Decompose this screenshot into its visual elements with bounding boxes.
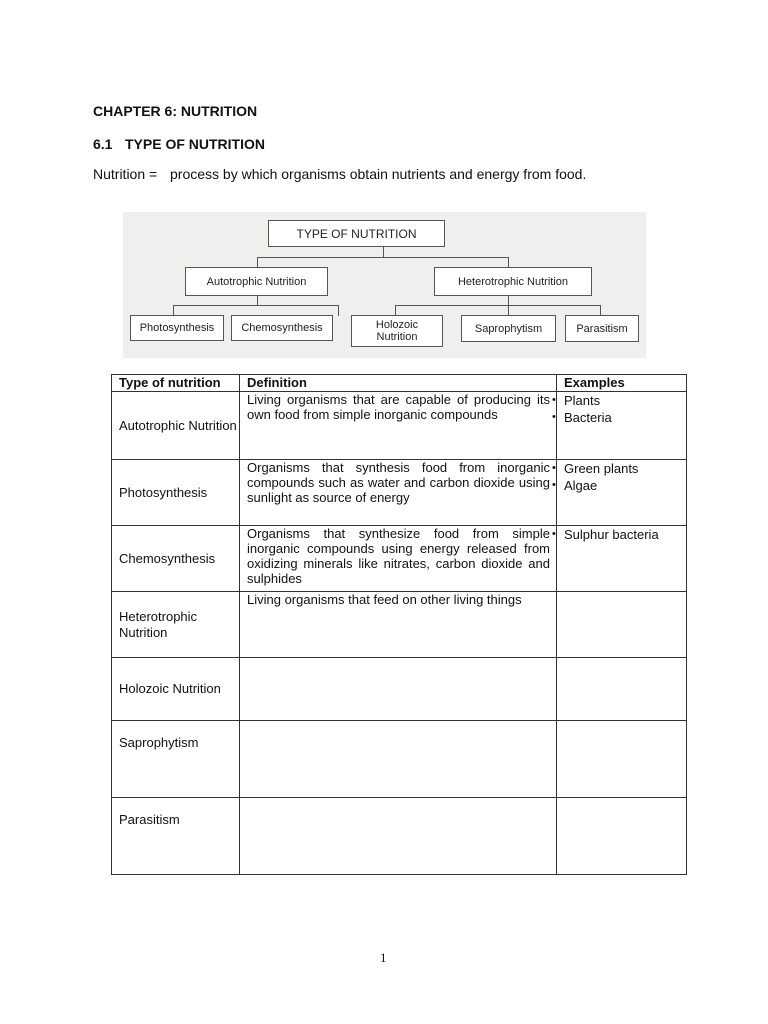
nutrition-definition	[93, 166, 586, 182]
cell-examples	[557, 592, 687, 658]
section-heading	[93, 136, 265, 152]
cell-type: Autotrophic Nutrition	[112, 392, 240, 460]
cell-definition: Organisms that synthesize food from simple inorganic compounds using energy released from oxidizing minerals like nitrates, carbon dioxide and sulphides	[240, 526, 557, 592]
cell-definition	[240, 798, 557, 875]
table-row	[112, 392, 687, 460]
header-type: Type of nutrition	[112, 375, 240, 392]
section-number: 6.1	[93, 136, 113, 152]
page-number: 1	[380, 950, 387, 965]
table-row	[112, 658, 687, 721]
cell-type: Parasitism	[112, 798, 240, 875]
cell-examples	[557, 526, 687, 592]
cell-type: Chemosynthesis	[112, 526, 240, 592]
example-item: • Sulphur bacteria	[564, 526, 686, 543]
cell-definition: Living organisms that feed on other living things	[240, 592, 557, 658]
table-row	[112, 526, 687, 592]
cell-examples	[557, 658, 687, 721]
definition-term: Nutrition =	[93, 166, 158, 182]
diagram-photosynthesis-box: Photosynthesis	[130, 315, 224, 341]
cell-examples	[557, 460, 687, 526]
table-row	[112, 460, 687, 526]
diagram-parasitism-box: Parasitism	[565, 315, 639, 342]
example-item: • Bacteria	[564, 409, 686, 426]
cell-examples	[557, 721, 687, 798]
cell-type: Heterotrophic Nutrition	[112, 592, 240, 658]
diagram-chemosynthesis-box: Chemosynthesis	[231, 315, 333, 341]
cell-definition	[240, 721, 557, 798]
cell-type: Photosynthesis	[112, 460, 240, 526]
cell-definition: Living organisms that are capable of producing its own food from simple inorganic compounds	[240, 392, 557, 460]
header-examples: Examples	[557, 375, 687, 392]
example-item: • Algae	[564, 477, 686, 494]
cell-type: Holozoic Nutrition	[112, 658, 240, 721]
diagram-autotrophic-box: Autotrophic Nutrition	[185, 267, 328, 296]
section-title: TYPE OF NUTRITION	[125, 136, 265, 152]
example-item: • Plants	[564, 392, 686, 409]
diagram-holozoic-box: Holozoic Nutrition	[351, 315, 443, 347]
diagram-root-box: TYPE OF NUTRITION	[268, 220, 445, 247]
cell-definition: Organisms that synthesis food from inorganic compounds such as water and carbon dioxide using sunlight as source of energy	[240, 460, 557, 526]
table-row	[112, 798, 687, 875]
cell-type: Saprophytism	[112, 721, 240, 798]
cell-examples	[557, 798, 687, 875]
diagram-saprophytism-box: Saprophytism	[461, 315, 556, 342]
example-item: • Green plants	[564, 460, 686, 477]
table-row	[112, 721, 687, 798]
table-header-row	[112, 375, 687, 392]
chapter-title: CHAPTER 6: NUTRITION	[93, 103, 258, 119]
cell-examples	[557, 392, 687, 460]
header-definition: Definition	[240, 375, 557, 392]
diagram-heterotrophic-box: Heterotrophic Nutrition	[434, 267, 592, 296]
nutrition-table	[111, 374, 687, 875]
cell-definition	[240, 658, 557, 721]
table-row	[112, 592, 687, 658]
definition-text: process by which organisms obtain nutrients and energy from food.	[170, 166, 587, 182]
nutrition-type-diagram	[123, 212, 646, 358]
